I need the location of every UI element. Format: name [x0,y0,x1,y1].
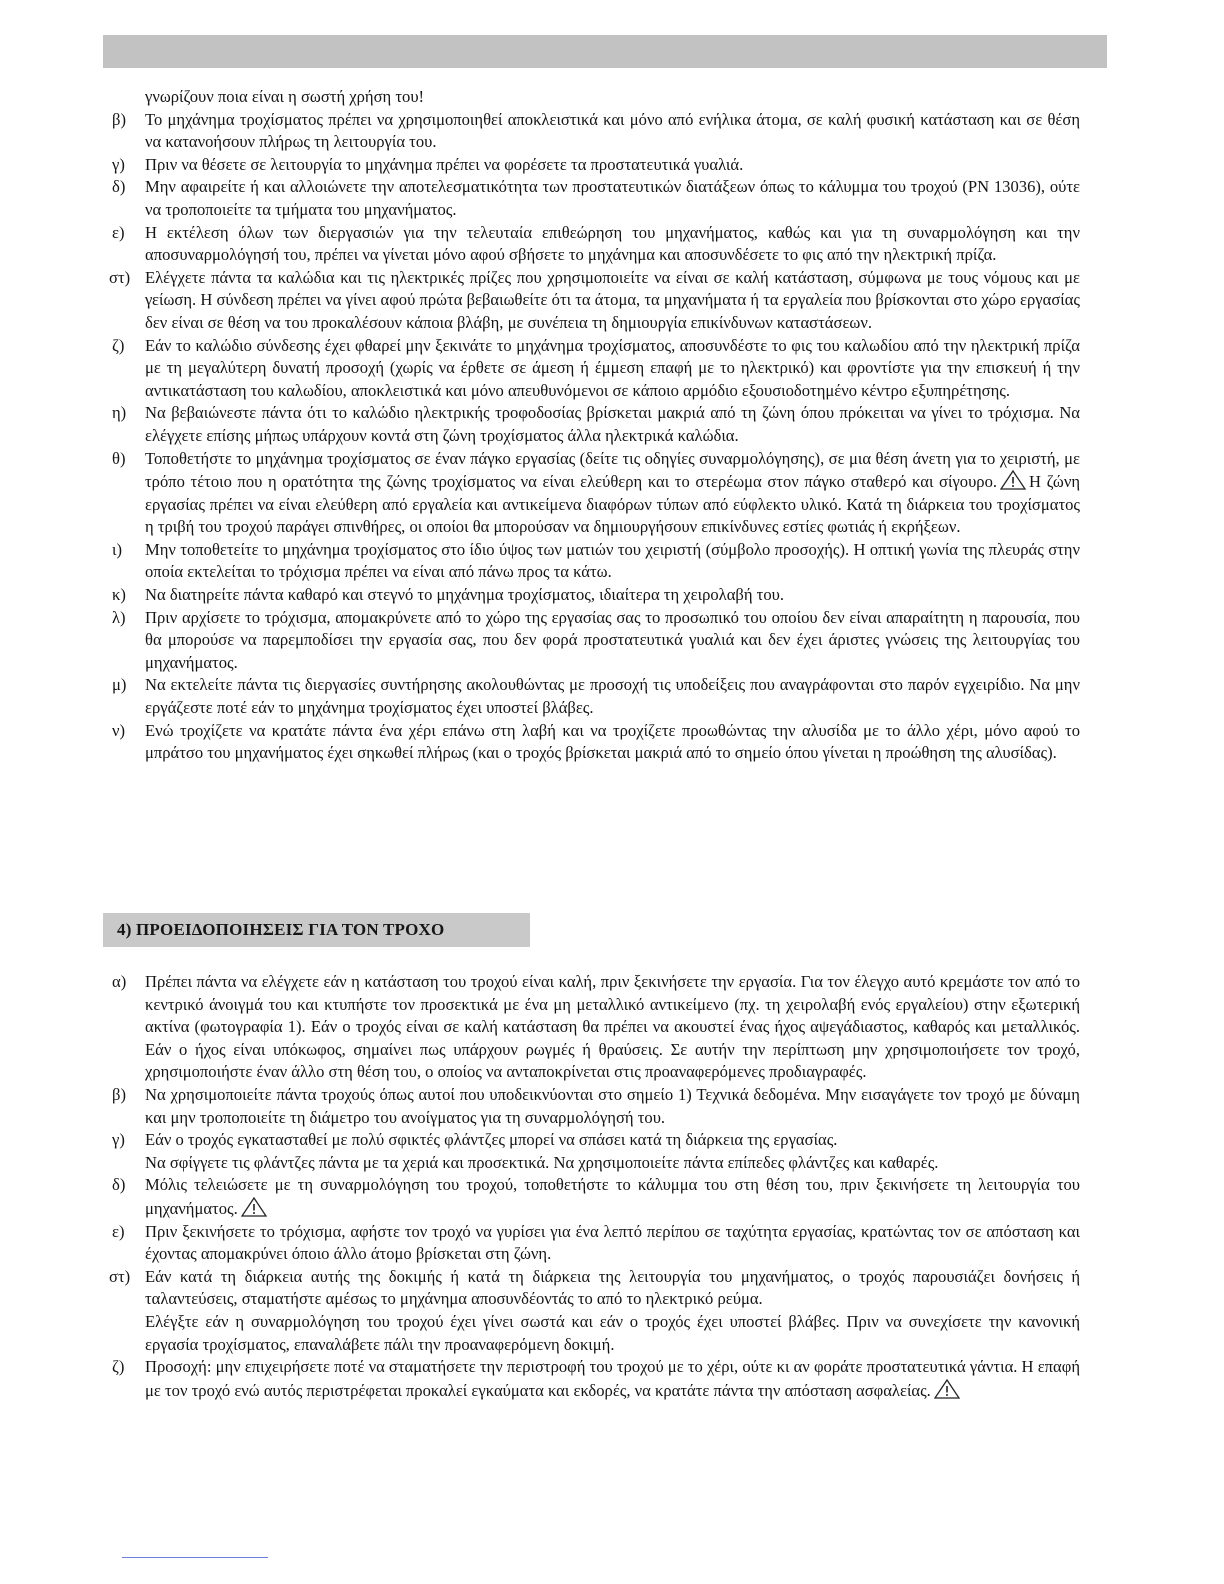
item-text-part: Μόλις τελειώσετε με τη συναρμολόγηση του τροχού, τοποθετήστε το κάλυμμα του στη θέση του, πριν ξεκινήσετε τη λειτουργία του μηχανήματος. [145,1175,1080,1218]
item-marker: ν) [112,720,126,740]
item-marker: ι) [112,539,122,559]
item-extra-text: Να σφίγγετε τις φλάντζες πάντα με τα χεριά και προσεκτικά. Να χρησιμοποιείτε πάντα επίπεδες φλάντζες και καθαρές. [145,1152,939,1172]
item-text: Εάν το καλώδιο σύνδεσης έχει φθαρεί μην ξεκινάτε το μηχάνημα τροχίσματος, αποσυνδέστε το φις του καλωδίου από την ηλεκτρική πρίζα με τη μεγαλύτερη δυνατή προσοχή (χωρίς να έρθετε σε άμεση ή έμμεση επαφή με το ηλεκτρικό) και φροντίστε για την επισκευή ή την αντικατάσταση του καλωδίου, αποκλειστικά και μόνο απευθυνόμενοι σε κάποιο αρμόδιο εξουσιοδοτημένο κέντρο εξυπηρέτησης. [145,335,1080,400]
list-item [109,1266,1080,1356]
list-item [112,448,1080,539]
item-text: Πριν ξεκινήσετε το τρόχισμα, αφήστε τον τροχό να γυρίσει για ένα λεπτό περίπου σε ταχύτητα εργασίας, κρατώντας τον σε απόσταση και έχοντας απομακρύνει όποιο άλλο άτομο βρίσκεται στη ζώνη. [145,1221,1080,1264]
item-extra-text: Ελέγξτε εάν η συναρμολόγηση του τροχού έχει γίνει σωστά και εάν ο τροχός έχει υποστεί βλάβες. Πριν να συνεχίσετε την κανονική εργασία τροχίσματος, επαναλάβετε πάλι την προαναφερόμενη δοκιμή. [145,1311,1080,1354]
list-item [112,674,1080,719]
item-text-part: Τοποθετήστε το μηχάνημα τροχίσματος σε έναν πάγκο εργασίας (δείτε τις οδηγίες συναρμολόγησης), σε μια θέση άνετη για το χειριστή, με τρόπο τέτοιο που η ορατότητα της ζώνης τροχίσματος να είναι ελεύθερη και το στερέωμα στον πάγκο σταθερό και σίγουρο. [145,448,1080,492]
item-marker: κ) [112,585,126,605]
item-text: Πριν να θέσετε σε λειτουργία το μηχάνημα πρέπει να φορέσετε τα προστατευτικά γυαλιά. [145,154,744,174]
item-text: Εάν ο τροχός εγκατασταθεί με πολύ σφικτές φλάντζες μπορεί να σπάσει κατά τη διάρκεια της εργασίας. [145,1130,838,1150]
safety-list-top [109,86,1080,765]
item-text: Να διατηρείτε πάντα καθαρό και στεγνό το μηχάνημα τροχίσματος, ιδιαίτερα τη χειρολαβή του. [145,585,785,605]
item-marker: λ) [112,607,126,627]
list-item [112,86,1080,109]
list-item [112,971,1080,1084]
item-marker: ε) [112,222,125,242]
item-marker: ε) [112,1221,125,1241]
item-text: Μην τοποθετείτε το μηχάνημα τροχίσματος στο ίδιο ύψος των ματιών του χειριστή (σύμβολο προσοχής). Η οπτική γωνία της πλευράς στην οποία εκτελείται το τρόχισμα πρέπει να είναι από πάνω προς τα κάτω. [145,539,1080,582]
item-text [145,1356,1080,1402]
list-item [112,584,1080,607]
list-item [112,1084,1080,1129]
list-item [112,1129,1080,1174]
item-text: Να εκτελείτε πάντα τις διεργασίες συντήρησης ακολουθώντας με προσοχή τις υποδείξεις που αναγράφονται στο παρόν εγχειρίδιο. Να μην εργάζεστε ποτέ εάν το μηχάνημα τροχίσματος έχει υποστεί βλάβες. [145,675,1080,718]
list-item [112,335,1080,403]
item-marker: β) [112,1084,126,1104]
list-item [112,607,1080,675]
item-text-part: Η ζώνη εργασίας πρέπει να είναι ελεύθερη από εργαλεία και αντικείμενα διαφόρων τύπων από εύφλεκτο υλικό. Κατά τη διάρκεια του τροχίσματος η τριβή του τροχού παράγει σπινθήρες, οι οποίοι θα μπορούσαν να δημιουργήσουν επικίνδυνες εστίες φωτιάς ή εκρήξεων. [145,472,1080,537]
list-item [112,154,1080,177]
item-marker: στ) [109,267,131,287]
item-marker: α) [112,972,127,991]
item-marker: στ) [109,1266,131,1286]
item-text: γνωρίζουν ποια είναι η σωστή χρήση του! [145,87,425,106]
list-item [109,267,1080,335]
item-text: Το μηχάνημα τροχίσματος πρέπει να χρησιμοποιηθεί αποκλειστικά και μόνο από ενήλικα άτομα, σε καλή φυσική κατάσταση και σε θέση να κατανοήσουν πλήρως τη λειτουργία του. [145,109,1080,152]
item-marker: μ) [112,675,127,695]
list-item [112,109,1080,154]
list-item [112,720,1080,765]
item-marker: δ) [112,177,126,197]
warning-triangle-icon [241,1197,267,1217]
item-marker: ζ) [112,1357,125,1377]
warning-triangle-icon [934,1379,960,1399]
list-item [112,1174,1080,1220]
warning-triangle-icon [1000,470,1026,490]
list-item [112,222,1080,267]
item-text: Ελέγχετε πάντα τα καλώδια και τις ηλεκτρικές πρίζες που χρησιμοποιείτε να είναι σε καλή κατάσταση, σύμφωνα με τους νόμους και με γείωση. Η σύνδεση πρέπει να γίνει αφού πρώτα βεβαιωθείτε ότι τα άτομα, τα μηχανήματα ή τα εργαλεία που βρίσκονται στο χώρο εργασίας δεν είναι σε θέση να του προκαλέσουν κάποια βλάβη, με συνέπεια τη δημιουργία επικίνδυνων καταστάσεων. [145,267,1080,332]
item-text: Εάν κατά τη διάρκεια αυτής της δοκιμής ή κατά τη διάρκεια της λειτουργία του μηχανήματος, ο τροχός παρουσιάζει δονήσεις ή ταλαντεύσεις, σταματήστε αμέσως το μηχάνημα αποσυνδέοντάς το από το ηλεκτρικό ρεύμα. [145,1266,1080,1309]
list-item [112,176,1080,221]
footer-divider [122,1557,268,1558]
item-marker: ζ) [112,335,125,355]
item-text: Ενώ τροχίζετε να κρατάτε πάντα ένα χέρι επάνω στη λαβή και να τροχίζετε προωθώντας την αλυσίδα με το άλλο χέρι, μόνο αφού το μπράτσο του μηχανήματος έχει σηκωθεί πλήρως (και ο τροχός βρίσκεται μακριά από το σημείο όπου γίνεται η προώθηση της αλυσίδας). [145,720,1080,763]
section-heading: 4) ΠΡΟΕΙΔΟΠΟΙΗΣΕΙΣ ΓΙΑ ΤΟΝ ΤΡΟΧΟ [103,913,530,947]
list-item [112,1221,1080,1266]
item-text: Πρέπει πάντα να ελέγχετε εάν η κατάσταση του τροχού είναι καλή, πριν ξεκινήσετε την εργασία. Για τον έλεγχο αυτό κρεμάστε τον από το κεντρικό άνοιγμά του και κτυπήστε τον προσεκτικά με ένα μη μεταλλικό αντικείμενο (πχ. τη χειρολαβή ενός εργαλείου) στην εξωτερική ακτίνα (φωτογραφία 1). Εάν ο τροχός είναι σε καλή κατάσταση θα πρέπει να ακουστεί ένας ήχος αψεγάδιαστος, καθαρός και μεταλλικός. Εάν ο ήχος είναι υπόκωφος, σημαίνει πως υπάρχουν ρωγμές ή θραύσεις. Σε αυτήν την περίπτωση μην χρησιμοποιήσετε τον τροχό, χρησιμοποιήστε έναν άλλο στη θέση του, ο οποίος να ανταποκρίνεται στις προαναφερόμενες προδιαγραφές. [145,972,1080,1082]
list-item [112,1356,1080,1402]
list-item [112,539,1080,584]
item-text-part: Προσοχή: μην επιχειρήσετε ποτέ να σταματήσετε την περιστροφή του τροχού με το χέρι, ούτε κι αν φοράτε προστατευτικά γάντια. Η επαφή με τον τροχό ενώ αυτός περιστρέφεται προκαλεί εγκαύματα και εκδορές, να κρατάτε πάντα την απόσταση ασφαλείας. [145,1357,1080,1400]
item-marker: θ) [112,448,126,468]
item-text [145,1174,1080,1220]
item-marker: δ) [112,1175,126,1195]
item-text: Μην αφαιρείτε ή και αλλοιώνετε την αποτελεσματικότητα των προστατευτικών διατάξεων όπως το κάλυμμα του τροχού (PN 13036), ούτε να τροποποιείτε τα τμήματα του μηχανήματος. [145,177,1080,219]
top-header-bar [103,35,1107,68]
item-marker: γ) [112,154,125,174]
item-marker: β) [112,109,126,129]
item-text [145,448,1080,539]
wheel-warnings-list [109,971,1080,1402]
item-text: Να βεβαιώνεστε πάντα ότι το καλώδιο ηλεκτρικής τροφοδοσίας βρίσκεται μακριά από τη ζώνη όπου πρόκειται να γίνει το τρόχισμα. Να ελέγχετε επίσης μήπως υπάρχουν κοντά στη ζώνη τροχίσματος άλλα ηλεκτρικά καλώδια. [145,403,1080,445]
item-text: Η εκτέλεση όλων των διεργασιών για την τελευταία επιθεώρηση του μηχανήματος, καθώς και για τη συναρμολόγηση και την αποσυναρμολόγησή του, πρέπει να γίνεται μόνο αφού σβήσετε το μηχάνημα και αποσυνδέσετε το φις από την ηλεκτρική πρίζα. [145,222,1080,265]
list-item [112,402,1080,447]
item-text: Να χρησιμοποιείτε πάντα τροχούς όπως αυτοί που υποδεικνύονται στο σημείο 1) Τεχνικά δεδομένα. Μην εισαγάγετε τον τροχό με δύναμη και μην τροποποιείτε τη διάμετρο του ανοίγματος για τη συναρμολόγησή του. [145,1084,1080,1127]
item-text: Πριν αρχίσετε το τρόχισμα, απομακρύνετε από το χώρο της εργασίας σας το προσωπικό του οποίου δεν είναι απαραίτητη η παρουσία, που θα μπορούσε να παρεμποδίσει την εργασία σας, που δεν φορά προστατευτικά γυαλιά και δεν έχει άριστες γνώσεις της λειτουργίας του μηχανήματος. [145,607,1080,672]
item-marker: η) [112,403,127,423]
item-marker: γ) [112,1130,125,1150]
